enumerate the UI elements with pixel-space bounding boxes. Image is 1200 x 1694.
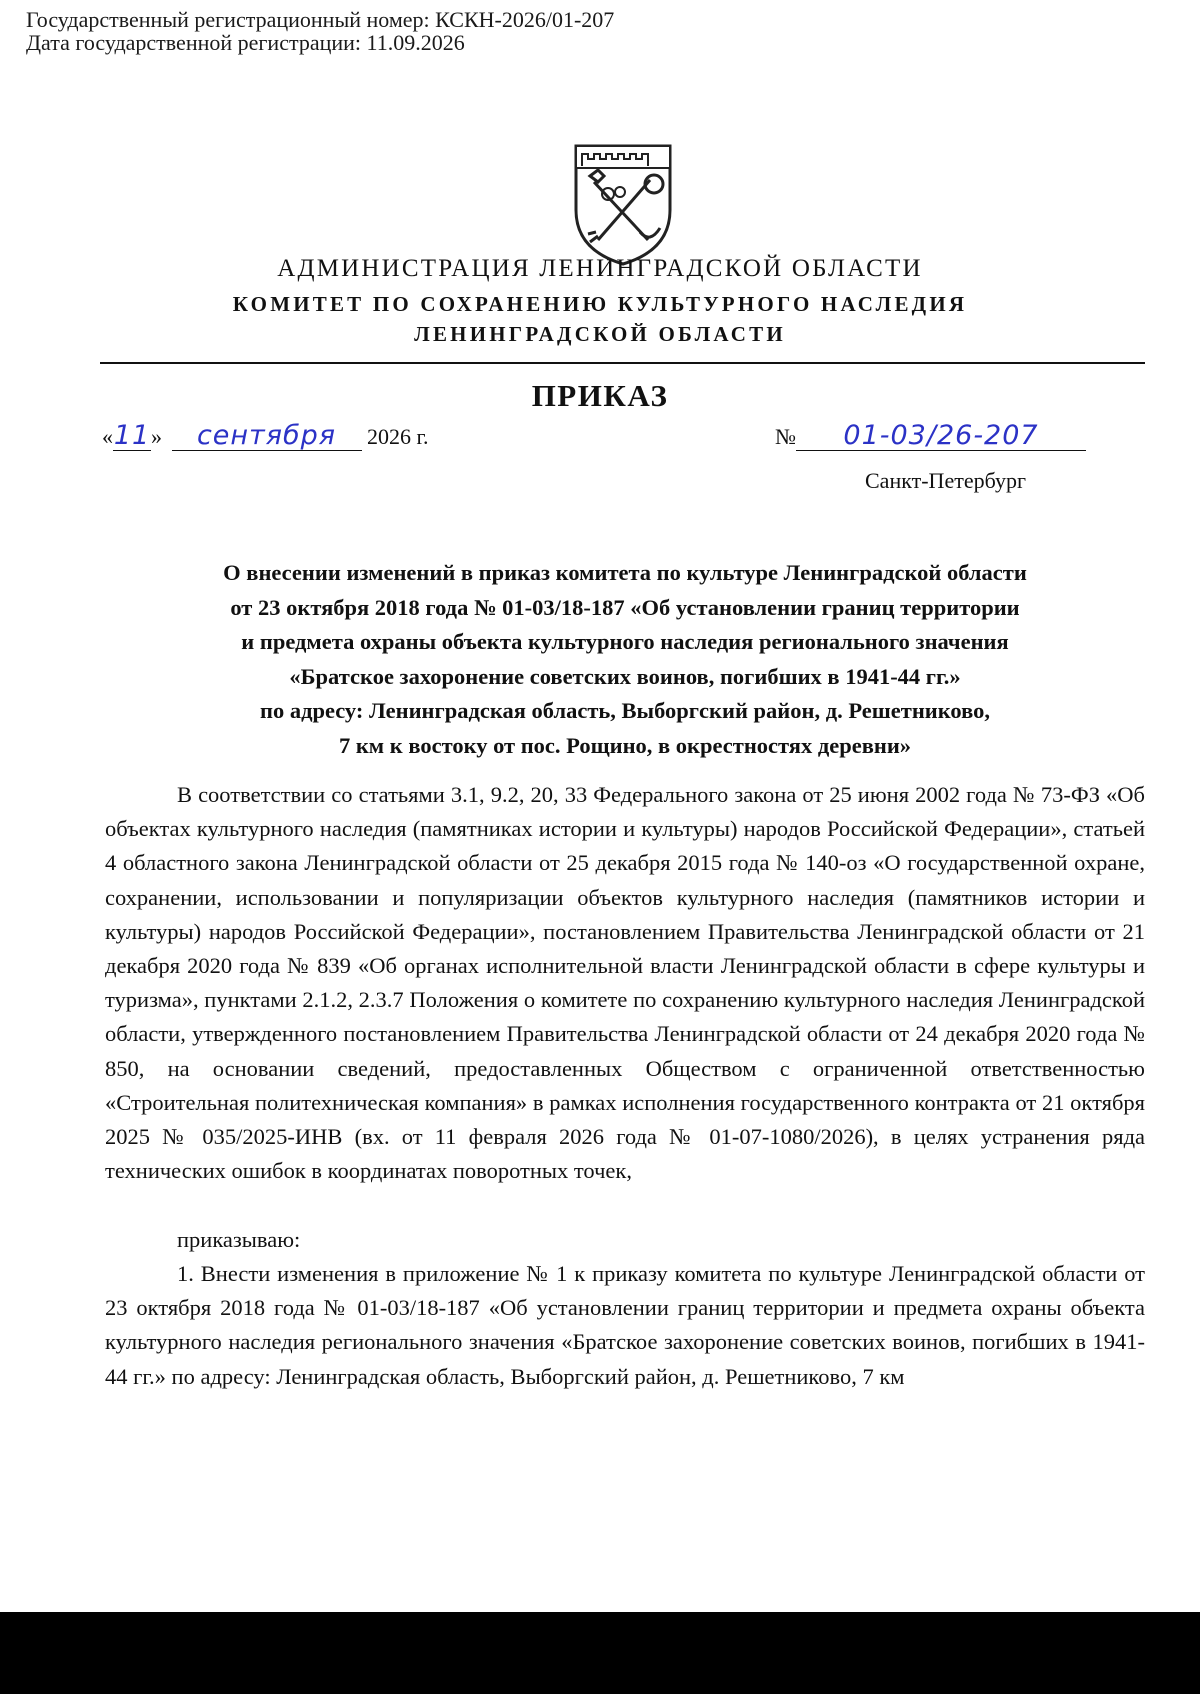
order-number (775, 422, 1086, 451)
committee-name-line-1: КОМИТЕТ ПО СОХРАНЕНИЮ КУЛЬТУРНОГО НАСЛЕДИЯ (232, 292, 968, 316)
committee-name-line-2: ЛЕНИНГРАДСКОЙ ОБЛАСТИ (414, 322, 786, 346)
heading-line: от 23 октября 2018 года № 01-03/18-187 «Об установлении границ территории (230, 594, 1020, 620)
order-month: сентября (172, 422, 362, 451)
administration-name: АДМИНИСТРАЦИЯ ЛЕНИНГРАДСКОЙ ОБЛАСТИ (277, 255, 923, 282)
order-number-value: 01-03/26-207 (796, 422, 1086, 451)
order-date (102, 422, 429, 451)
coat-of-arms-icon (568, 140, 678, 268)
committee-name (0, 289, 1200, 349)
heading-line: «Братское захоронение советских воинов, погибших в 1941-44 гг.» (289, 663, 961, 689)
document-type-title: ПРИКАЗ (531, 378, 669, 413)
order-year: 2026 г. (367, 424, 429, 449)
heading-line: и предмета охраны объекта культурного наследия регионального значения (241, 629, 1009, 654)
registration-number: Государственный регистрационный номер: КСКН-2026/01-207 (26, 7, 615, 32)
registration-stamp (26, 8, 614, 54)
heading-line: 7 км к востоку от пос. Рощино, в окрестностях деревни» (338, 732, 912, 758)
order-city: Санкт-Петербург (865, 468, 1026, 493)
order-subject-heading (105, 556, 1145, 763)
registration-date: Дата государственной регистрации: 11.09.2026 (26, 30, 465, 55)
header-divider (100, 362, 1145, 364)
date-quote-open: « (102, 424, 113, 449)
order-day: 11 (113, 420, 151, 451)
order-number-prefix: № (775, 424, 796, 449)
order-word: приказываю: (177, 1227, 301, 1252)
scan-bottom-border (0, 1612, 1200, 1694)
clause-1-paragraph: 1. Внести изменения в приложение № 1 к приказу комитета по культуре Ленинградской области от 23 октября 2018 года № 01-03/18-187 «Об установлении границ территории и предмета охраны объекта культурного наследия регионального значения «Братское захоронение советских воинов, погибших в 1941-44 гг.» по адресу: Ленинградская область, Выборгский район, д. Решетниково, 7 км (105, 1261, 1145, 1389)
date-quote-close: » (151, 424, 162, 449)
heading-line: О внесении изменений в приказ комитета по культуре Ленинградской области (223, 560, 1027, 585)
heading-line: по адресу: Ленинградская область, Выборгский район, д. Решетниково, (260, 698, 990, 723)
preamble-paragraph: В соответствии со статьями 3.1, 9.2, 20, 33 Федерального закона от 25 июня 2002 года № 73-ФЗ «Об объектах культурного наследия (памятниках истории и культуры) народов Российской Федерации», статьей 4 областного закона Ленинградской области от 25 декабря 2015 года № 140-оз «О государственной охране, сохранении, использовании и популяризации объектов культурного наследия (памятников истории и культуры) народов Российской Федерации», постановлением Правительства Ленинградской области от 21 декабря 2020 года № 839 «Об органах исполнительной власти Ленинградской области в сфере культуры и туризма», пунктами 2.1.2, 2.3.7 Положения о комитете по сохранению культурного наследия Ленинградской области, утвержденного постановлением Правительства Ленинградской области от 24 декабря 2020 года № 850, на основании сведений, предоставленных Обществом с ограниченной ответственностью «Строительная политехническая компания» в рамках исполнения государственного контракта от 21 октября 2025 № 035/2025-ИНВ (вх. от 11 февраля 2026 года № 01-07-1080/2026), в целях устранения ряда технических ошибок в координатах поворотных точек, (105, 782, 1145, 1184)
